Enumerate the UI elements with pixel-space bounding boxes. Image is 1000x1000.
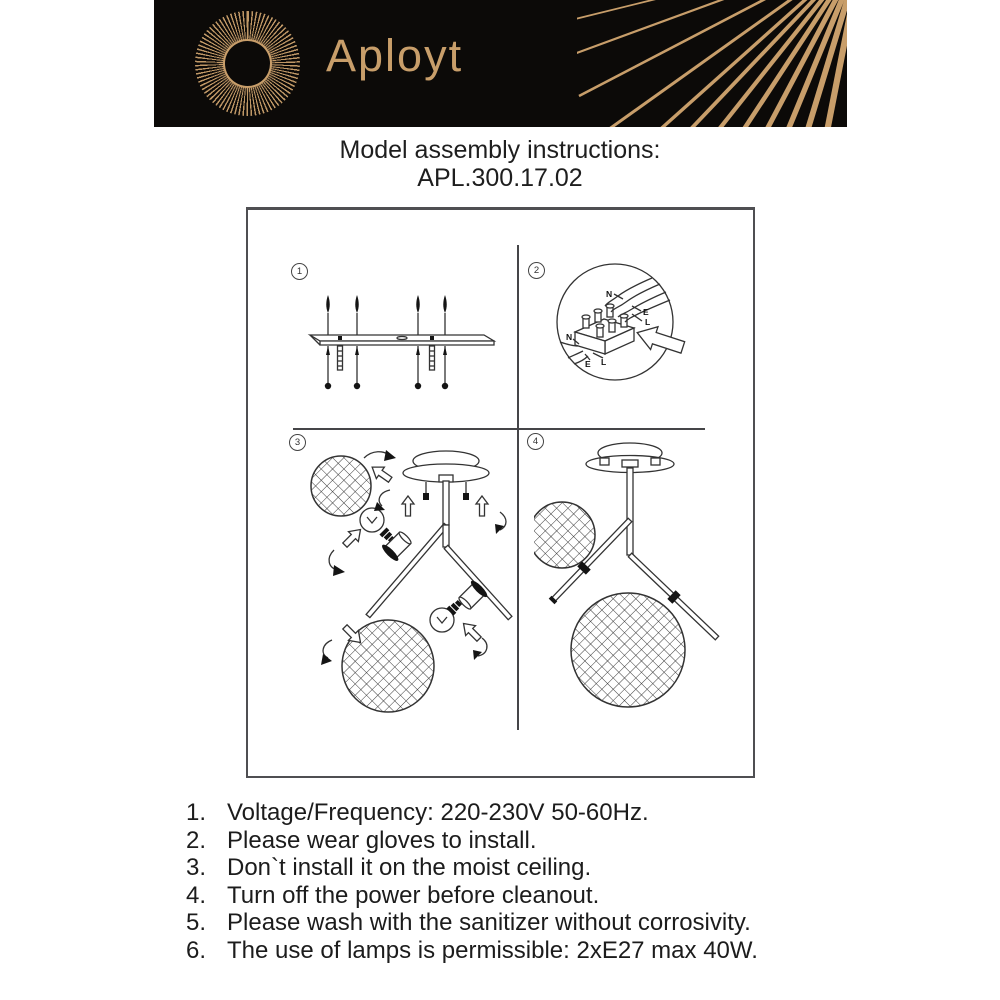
instruction-item	[186, 827, 758, 855]
mounting-bar	[310, 335, 494, 345]
brand-name: Aployt	[326, 30, 464, 81]
page-title: Model assembly instructions:	[339, 136, 661, 164]
bulb-icon	[360, 508, 396, 544]
title-block	[0, 136, 1000, 192]
step-4-marker: 4	[527, 433, 544, 450]
instruction-item	[186, 854, 758, 882]
vertical-divider	[517, 245, 519, 730]
step-2-illustration-wiring	[542, 252, 752, 427]
up-arrow-icon	[476, 496, 488, 516]
up-arrow-icon	[402, 496, 414, 516]
instruction-item	[186, 882, 758, 910]
insert-arrow-icon	[459, 619, 484, 644]
instruction-text: Please wear gloves to install.	[227, 826, 537, 854]
instruction-number: 6.	[186, 936, 207, 964]
step-3-illustration-exploded-assembly	[276, 446, 516, 746]
instruction-number: 1.	[186, 799, 207, 826]
instruction-number: 3.	[186, 854, 207, 882]
instruction-text: Please wash with the sanitizer without corrosivity.	[227, 909, 751, 937]
assembly-diagram	[246, 207, 755, 778]
brand-banner	[154, 0, 847, 127]
step-1-illustration-mounting-bracket	[302, 283, 502, 418]
wire-label-n-top: N	[606, 289, 613, 299]
mesh-sphere-large	[571, 593, 685, 707]
model-number: APL.300.17.02	[417, 164, 583, 192]
rotation-arrow-icon	[473, 638, 487, 660]
rotation-arrow-icon	[374, 490, 390, 511]
horizontal-divider	[293, 428, 705, 430]
instruction-text: The use of lamps is permissible: 2xE27 max 40W.	[227, 936, 758, 964]
rays-decoration-icon	[577, 0, 847, 127]
rotation-arrow-icon	[329, 550, 345, 576]
instruction-number: 4.	[186, 881, 207, 909]
instruction-number: 5.	[186, 909, 207, 937]
instruction-text: Don`t install it on the moist ceiling.	[227, 854, 592, 882]
rotation-arrow-icon	[495, 512, 506, 534]
instruction-number: 2.	[186, 826, 207, 854]
instruction-text: Voltage/Frequency: 220-230V 50-60Hz.	[227, 799, 649, 826]
bulb-icon	[430, 599, 463, 632]
mesh-sphere-small	[534, 502, 595, 568]
wire-label-l-top: L	[645, 317, 651, 327]
instructions-list	[186, 799, 758, 965]
step-3-marker: 3	[289, 434, 306, 451]
rotation-arrow-icon	[364, 450, 396, 461]
sunburst-logo-icon	[195, 11, 300, 116]
wire-label-e-bottom: E	[585, 359, 591, 369]
insert-arrow-icon	[368, 461, 394, 485]
instruction-item	[186, 799, 758, 827]
wall-anchors	[326, 295, 447, 335]
direction-arrow-icon	[633, 321, 686, 359]
insert-arrow-icon	[340, 525, 365, 550]
instruction-item	[186, 937, 758, 965]
step-1-marker: 1	[291, 263, 308, 280]
lamp-socket	[455, 579, 489, 613]
wire-label-n-bottom: N	[566, 332, 573, 342]
incoming-wires	[605, 278, 670, 322]
terminal-block	[575, 304, 634, 354]
step-4-illustration-assembled-fixture	[534, 440, 744, 745]
rotation-arrow-icon	[321, 640, 332, 665]
mesh-sphere-small	[311, 456, 371, 516]
step-2-marker: 2	[528, 262, 545, 279]
wire-label-e-top: E	[643, 307, 649, 317]
threaded-studs	[338, 346, 435, 370]
wire-label-l-bottom: L	[601, 357, 607, 367]
instruction-text: Turn off the power before cleanout.	[227, 881, 600, 909]
instruction-item	[186, 909, 758, 937]
